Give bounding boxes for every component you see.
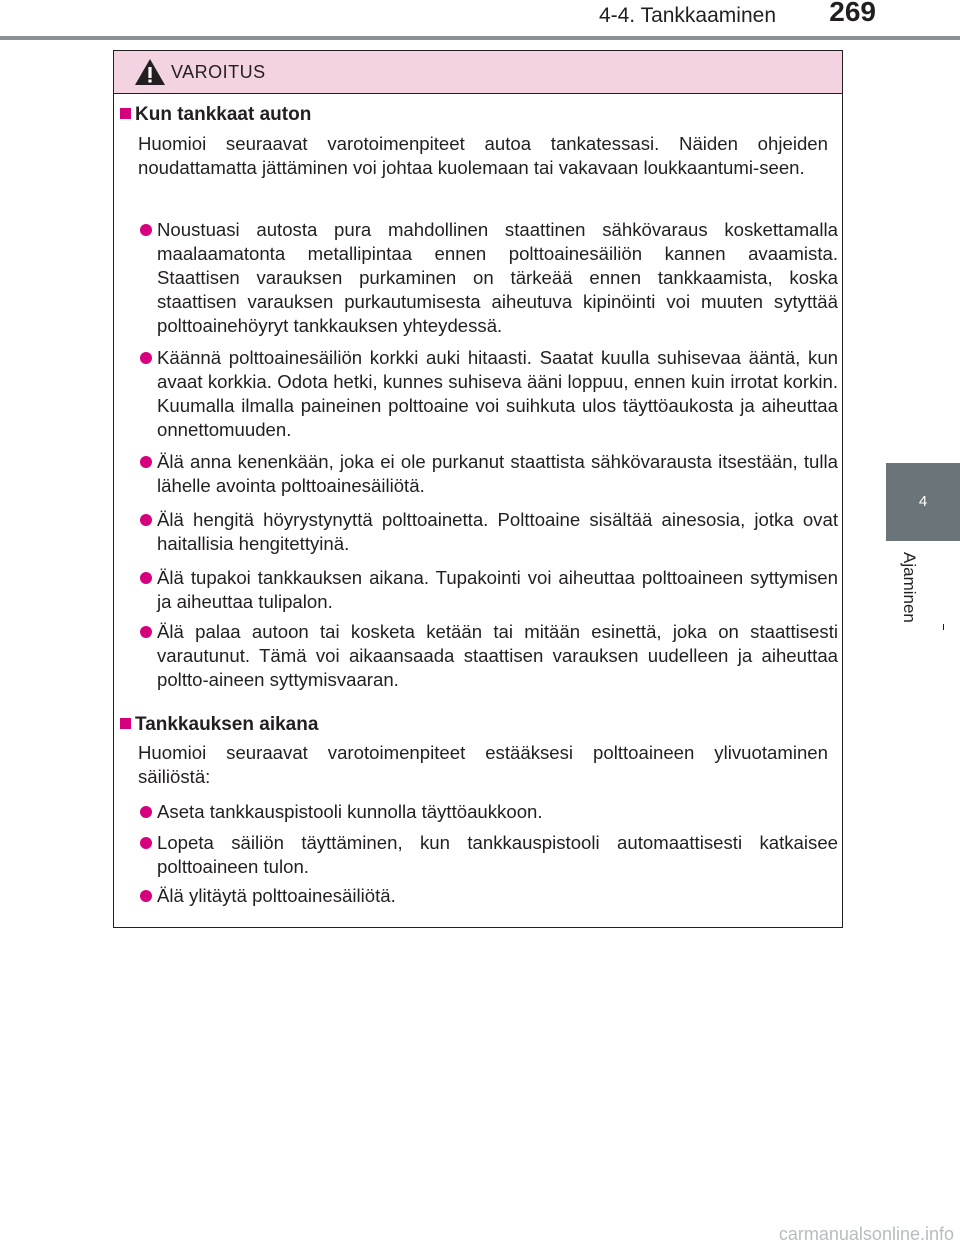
warning-triangle-icon — [134, 58, 166, 86]
chapter-tab — [886, 463, 960, 541]
section-heading: Tankkauksen aikana — [120, 714, 318, 736]
square-bullet-icon — [120, 108, 131, 119]
bullet-dot-icon — [140, 626, 152, 638]
list-item: Älä hengitä höyrystynyttä polttoainetta. Polttoaine sisältää ainesosia, jotka ovat haitallisia hengitettyinä. — [140, 508, 838, 556]
bullet-dot-icon — [140, 514, 152, 526]
list-item: Älä anna kenenkään, joka ei ole purkanut staattista sähkövarausta itsestään, tulla lähelle avointa polttoainesäiliötä. — [140, 450, 838, 498]
list-item: Älä ylitäytä polttoainesäiliötä. — [140, 884, 838, 908]
header-rule — [0, 36, 960, 40]
page-number: 269 — [829, 0, 876, 27]
bullet-dot-icon — [140, 890, 152, 902]
list-item: Aseta tankkauspistooli kunnolla täyttöaukkoon. — [140, 800, 838, 824]
list-item: Älä tupakoi tankkauksen aikana. Tupakointi voi aiheuttaa polttoaineen syttymisen ja aiheuttaa tulipalon. — [140, 566, 838, 614]
bullet-dot-icon — [140, 572, 152, 584]
section-title: 4-4. Tankkaaminen — [598, 4, 776, 27]
list-item: Älä palaa autoon tai kosketa ketään tai mitään esinettä, joka on staattisesti varautunut. Tämä voi aikaansaada staattisen varauksen uudelleen ja aiheuttaa poltto-aineen syttymisvaaran. — [140, 620, 838, 692]
warning-title: VAROITUS — [171, 61, 266, 82]
chapter-label: Ajaminen — [900, 552, 919, 623]
list-item: Noustuasi autosta pura mahdollinen staattinen sähkövaraus koskettamalla maalaamatonta metallipintaa ennen polttoainesäiliön kannen avaamista. Staattisen varauksen purkaminen on tärkeää ennen tankkaamista, koska staattisen varauksen purkautumisesta aiheutuva kipinöinti voi muuten sytyttää polttoainehöyryt tankkauksen yhteydessä. — [140, 218, 838, 338]
chapter-number: 4 — [918, 493, 928, 510]
bullet-dot-icon — [140, 806, 152, 818]
bullet-dot-icon — [140, 837, 152, 849]
watermark: carmanualsonline.info — [778, 1224, 954, 1244]
bullet-dot-icon — [140, 224, 152, 236]
warning-box — [113, 50, 843, 928]
section-intro: Huomioi seuraavat varotoimenpiteet autoa tankatessasi. Näiden ohjeiden noudattamatta jättäminen voi johtaa kuolemaan tai vakavaan loukkaantumi-seen. — [138, 133, 828, 178]
section-heading: Kun tankkaat auton — [120, 104, 311, 126]
warning-header — [114, 51, 842, 94]
list-item: Käännä polttoainesäiliön korkki auki hitaasti. Saatat kuulla suhisevaa ääntä, kun avaat korkkia. Odota hetki, kunnes suhiseva ääni loppuu, ennen kuin irrotat korkin. Kuumalla ilmalla paineinen polttoaine voi suihkuta ulos täyttöaukosta ja aiheuttaa onnettomuuden. — [140, 346, 838, 442]
square-bullet-icon — [120, 718, 131, 729]
side-dash — [943, 624, 944, 630]
bullet-dot-icon — [140, 456, 152, 468]
list-item: Lopeta säiliön täyttäminen, kun tankkauspistooli automaattisesti katkaisee polttoaineen tulon. — [140, 831, 838, 879]
section-intro: Huomioi seuraavat varotoimenpiteet estääksesi polttoaineen ylivuotaminen säiliöstä: — [138, 742, 828, 787]
bullet-dot-icon — [140, 352, 152, 364]
